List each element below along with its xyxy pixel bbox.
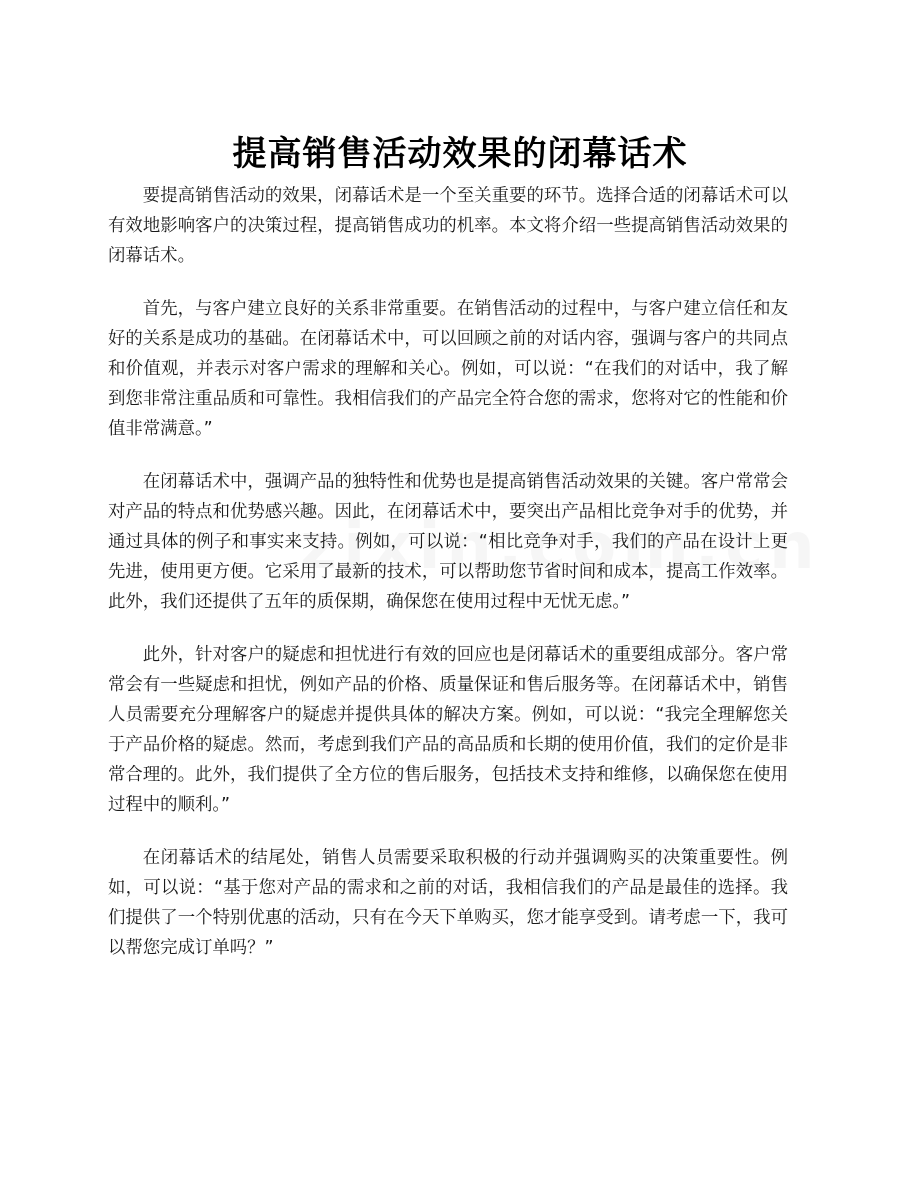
paragraph-4: 此外，针对客户的疑虑和担忧进行有效的回应也是闭幕话术的重要组成部分。客户常常会有一些疑虑和担忧，例如产品的价格、质量保证和售后服务等。在闭幕话术中，销售人员需要充分理解客户的疑虑并提供具体的解决方案。例如，可以说：“我完全理解您关于产品价格的疑虑。然而，考虑到我们产品的高品质和长期的使用价值，我们的定价是非常合理的。此外，我们提供了全方位的售后服务，包括技术支持和维修，以确保您在使用过程中的顺利。” bbox=[108, 645, 788, 815]
paragraph-3: 在闭幕话术中，强调产品的独特性和优势也是提高销售活动效果的关键。客户常常会对产品的特点和优势感兴趣。因此，在闭幕话术中，要突出产品相比竞争对手的优势，并通过具体的例子和事实来支持。例如，可以说：“相比竞争对手，我们的产品在设计上更先进，使用更方便。它采用了最新的技术，可以帮助您节省时间和成本，提高工作效率。此外，我们还提供了五年的质保期，确保您在使用过程中无忧无虑。” bbox=[108, 472, 788, 612]
paragraph-2: 首先，与客户建立良好的关系非常重要。在销售活动的过程中，与客户建立信任和友好的关系是成功的基础。在闭幕话术中，可以回顾之前的对话内容，强调与客户的共同点和价值观，并表示对客户需求的理解和关心。例如，可以说：“在我们的对话中，我了解到您非常注重品质和可靠性。我相信我们的产品完全符合您的需求，您将对它的性能和价值非常满意。” bbox=[108, 299, 788, 439]
paragraph-1: 要提高销售活动的效果，闭幕话术是一个至关重要的环节。选择合适的闭幕话术可以有效地影响客户的决策过程，提高销售成功的机率。本文将介绍一些提高销售活动效果的闭幕话术。 bbox=[108, 186, 788, 266]
document-title: 提高销售活动效果的闭幕话术 bbox=[232, 133, 688, 174]
document-body bbox=[108, 181, 788, 986]
paragraph-5: 在闭幕话术的结尾处，销售人员需要采取积极的行动并强调购买的决策重要性。例如，可以说：“基于您对产品的需求和之前的对话，我相信我们的产品是最佳的选择。我们提供了一个特别优惠的活动，只有在今天下单购买，您才能享受到。请考虑一下，我可以帮您完成订单吗？” bbox=[108, 848, 788, 958]
